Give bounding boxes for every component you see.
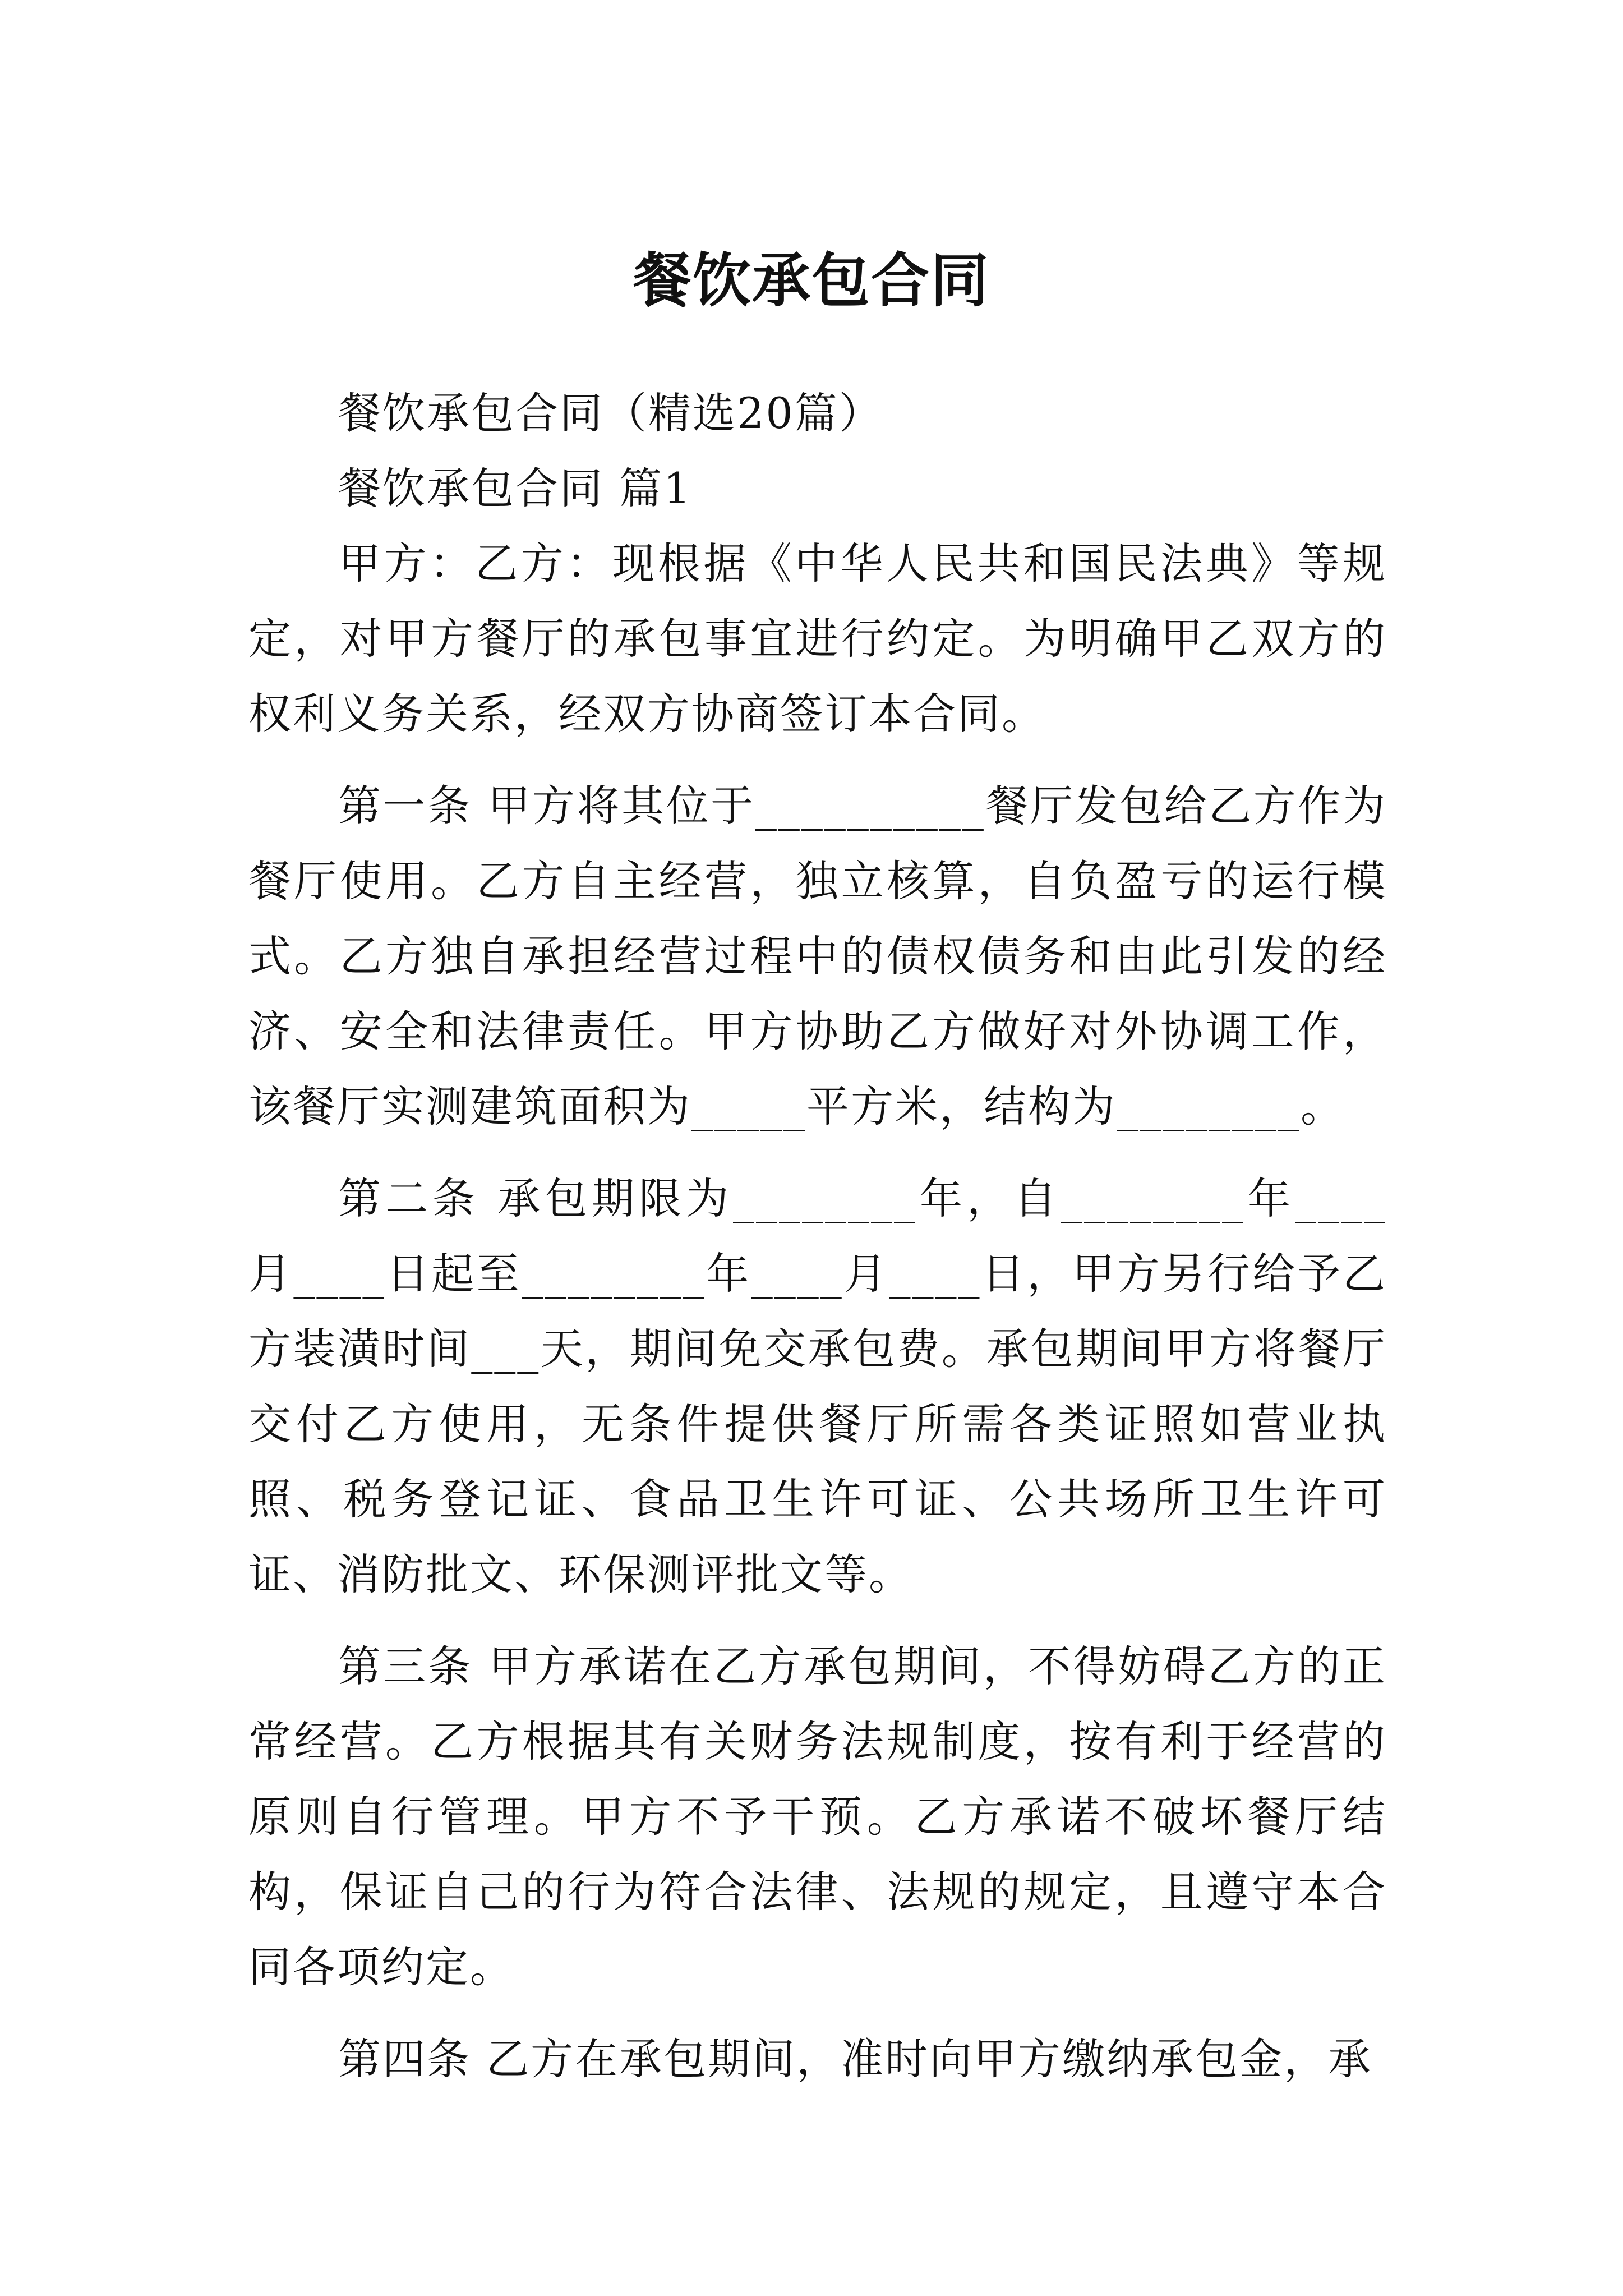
article-1-paragraph: 第一条 甲方将其位于__________餐厅发包给乙方作为餐厅使用。乙方自主经营，独立核算，自负盈亏的运行模式。乙方独自承担经营过程中的债权债务和由此引发的经济、安全和法律责任。甲方协助乙方做好对外协调工作，该餐厅实测建筑面积为_____平方米，结构为________。 [248,781,1387,1131]
document-body [248,376,1387,2097]
article-4-paragraph: 第四条 乙方在承包期间，准时向甲方缴纳承包金，承 [338,2034,1373,2084]
document-title: 餐饮承包合同 [633,246,990,315]
article-2-paragraph: 第二条 承包期限为________年，自________年____月____日起至________年____月____日，甲方另行给予乙方装潢时间___天，期间免交承包费。承包期间甲方将餐厅交付乙方使用，无条件提供餐厅所需各类证照如营业执照、税务登记证、食品卫生许可证、公共场所卫生许可证、消防批文、环保测评批文等。 [248,1174,1387,1599]
article-3-paragraph: 第三条 甲方承诺在乙方承包期间，不得妨碍乙方的正常经营。乙方根据其有关财务法规制度，按有利于经营的原则自行管理。甲方不予干预。乙方承诺不破坏餐厅结构，保证自己的行为符合法律、法规的规定，且遵守本合同各项约定。 [248,1641,1387,1992]
section-heading: 餐饮承包合同 篇1 [338,463,693,513]
subtitle-paragraph: 餐饮承包合同（精选20篇） [338,388,883,438]
preamble-paragraph: 甲方：乙方：现根据《中华人民共和国民法典》等规定，对甲方餐厅的承包事宜进行约定。为明确甲乙双方的权利义务关系，经双方协商签订本合同。 [248,539,1387,739]
